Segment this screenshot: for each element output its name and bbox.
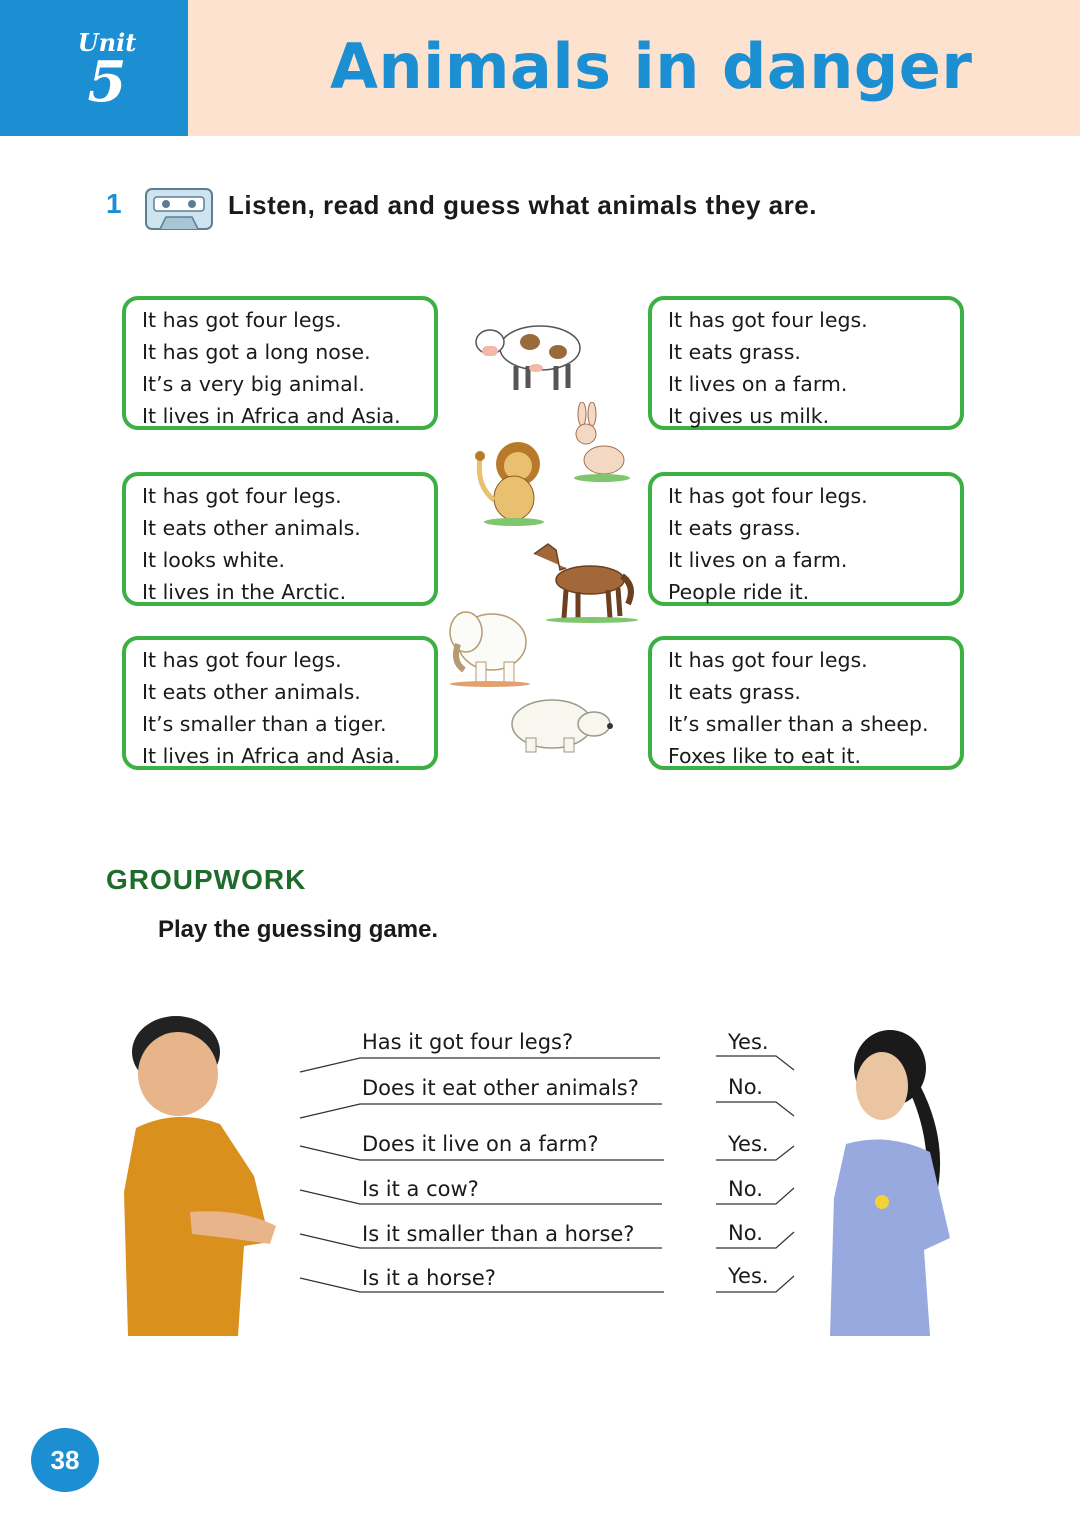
clue-line: It’s a very big animal. — [142, 372, 365, 396]
unit-label: Unit — [77, 28, 137, 57]
clue-line: It lives in the Arctic. — [142, 580, 347, 604]
clue-line: It eats grass. — [668, 516, 801, 540]
groupwork-instruction: Play the guessing game. — [158, 916, 439, 943]
question-5: Is it smaller than a horse? — [362, 1222, 635, 1246]
clue-line: It has got four legs. — [142, 308, 342, 332]
answer-6: Yes. — [728, 1264, 769, 1288]
clue-line: It eats grass. — [668, 680, 801, 704]
groupwork-title: GROUPWORK — [106, 864, 307, 895]
answer-2: No. — [728, 1075, 763, 1099]
answer-4: No. — [728, 1177, 763, 1201]
activity-instruction: Listen, read and guess what animals they are. — [228, 190, 817, 220]
clue-line: It has got a long nose. — [142, 340, 371, 364]
answer-1: Yes. — [728, 1030, 769, 1054]
clue-line: It lives on a farm. — [668, 548, 848, 572]
question-6: Is it a horse? — [362, 1266, 496, 1290]
clue-line: It lives on a farm. — [668, 372, 848, 396]
question-4: Is it a cow? — [362, 1177, 479, 1201]
clue-line: It eats other animals. — [142, 680, 361, 704]
clue-line: It has got four legs. — [668, 484, 868, 508]
clue-line: It lives in Africa and Asia. — [142, 404, 401, 428]
page-number: 38 — [31, 1428, 99, 1492]
clue-line: Foxes like to eat it. — [668, 744, 862, 768]
clue-line: It looks white. — [142, 548, 286, 572]
clue-line: It has got four legs. — [668, 308, 868, 332]
clue-line: It eats grass. — [668, 340, 801, 364]
clue-line: It lives in Africa and Asia. — [142, 744, 401, 768]
page-title: Animals in danger — [330, 30, 973, 103]
clue-line: It’s smaller than a tiger. — [142, 712, 387, 736]
question-2: Does it eat other animals? — [362, 1076, 639, 1100]
clue-line: It has got four legs. — [142, 648, 342, 672]
activity-number: 1 — [106, 188, 122, 219]
clue-line: It eats other animals. — [142, 516, 361, 540]
clue-line: It’s smaller than a sheep. — [668, 712, 929, 736]
clue-line: It has got four legs. — [142, 484, 342, 508]
answer-3: Yes. — [728, 1132, 769, 1156]
clue-line: It has got four legs. — [668, 648, 868, 672]
answer-5: No. — [728, 1221, 763, 1245]
question-1: Has it got four legs? — [362, 1030, 574, 1054]
clue-line: People ride it. — [668, 580, 810, 604]
clue-line: It gives us milk. — [668, 404, 830, 428]
unit-number: 5 — [87, 49, 127, 115]
question-3: Does it live on a farm? — [362, 1132, 599, 1156]
